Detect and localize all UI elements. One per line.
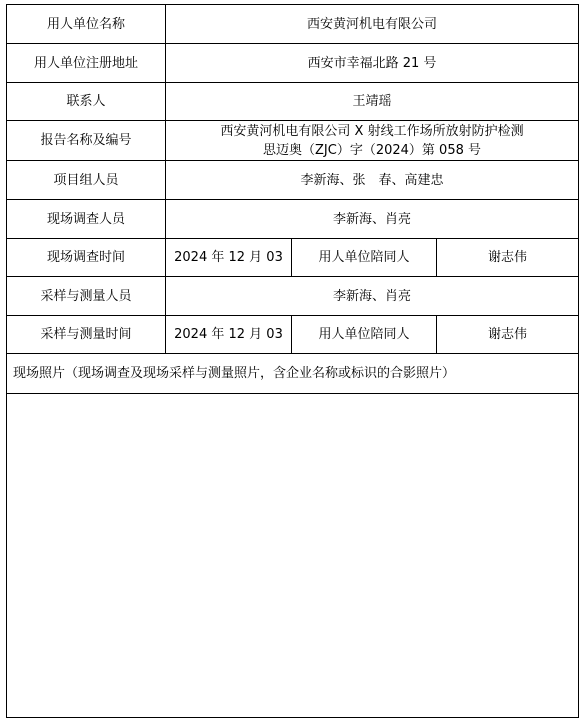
report-title-line: 西安黄河机电有限公司 X 射线工作场所放射防护检测 [220,123,524,139]
survey-staff-label: 现场调查人员 [7,200,166,239]
row-sampling-staff [7,277,579,316]
row-survey-staff [7,200,579,239]
survey-time-label: 现场调查时间 [7,239,166,277]
sampling-companion-value: 谢志伟 [437,316,579,354]
survey-time-value: 2024 年 12 月 03 [166,239,292,277]
row-photo-area [7,394,579,718]
unit-name-value: 西安黄河机电有限公司 [166,5,579,44]
sampling-time-value: 2024 年 12 月 03 [166,316,292,354]
report-value [166,121,579,161]
survey-staff-value: 李新海、肖亮 [166,200,579,239]
row-address [7,44,579,83]
row-survey-time [7,239,579,277]
address-label: 用人单位注册地址 [7,44,166,83]
row-photo-label [7,354,579,394]
team-value: 李新海、张 春、高建忠 [166,161,579,200]
row-team [7,161,579,200]
survey-record-form [6,4,579,718]
row-report [7,121,579,161]
report-label: 报告名称及编号 [7,121,166,161]
sampling-companion-label: 用人单位陪同人 [292,316,437,354]
row-contact [7,83,579,121]
unit-name-label: 用人单位名称 [7,5,166,44]
report-number-line: 思迈奥（ZJC）字（2024）第 058 号 [263,142,481,158]
row-unit-name [7,5,579,44]
sampling-time-label: 采样与测量时间 [7,316,166,354]
team-label: 项目组人员 [7,161,166,200]
address-value: 西安市幸福北路 21 号 [166,44,579,83]
photo-section-label: 现场照片（现场调查及现场采样与测量照片，含企业名称或标识的合影照片） [7,354,579,394]
photo-area [7,394,579,718]
sampling-staff-label: 采样与测量人员 [7,277,166,316]
sampling-staff-value: 李新海、肖亮 [166,277,579,316]
survey-companion-label: 用人单位陪同人 [292,239,437,277]
contact-label: 联系人 [7,83,166,121]
survey-companion-value: 谢志伟 [437,239,579,277]
row-sampling-time [7,316,579,354]
contact-value: 王靖瑶 [166,83,579,121]
